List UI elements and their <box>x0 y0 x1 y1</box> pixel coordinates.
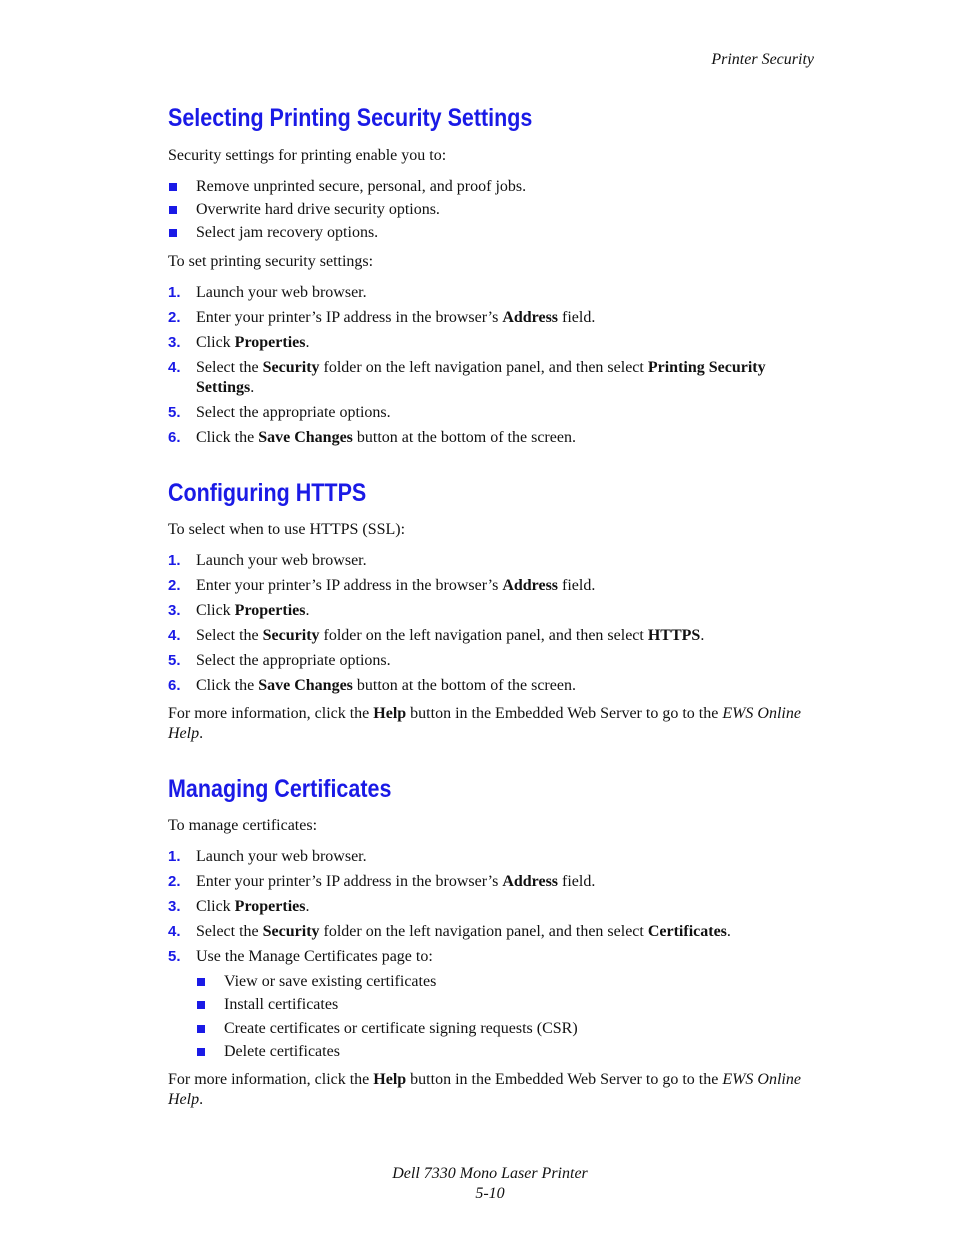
bullet-icon <box>197 1048 205 1056</box>
step-number: 4. <box>168 627 181 644</box>
step-item: 5. Select the appropriate options. <box>168 404 391 421</box>
sub-bullet-item: View or save existing certificates <box>196 972 796 992</box>
step-number: 2. <box>168 309 181 326</box>
step-item: 2. Enter your printer’s IP address in the browser’s Address field. <box>168 577 596 594</box>
step-number: 3. <box>168 334 181 351</box>
step-item: 1. Launch your web browser. <box>168 552 367 569</box>
steps-intro: To set printing security settings: <box>168 253 374 270</box>
step-item: 3. Click Properties. <box>168 898 310 915</box>
step-item: 5. Use the Manage Certificates page to: <box>168 948 433 965</box>
running-header: Printer Security <box>711 51 814 68</box>
step-number: 4. <box>168 359 181 376</box>
step-item: 6. Click the Save Changes button at the bottom of the screen. <box>168 429 576 446</box>
step-item: 3. Click Properties. <box>168 602 310 619</box>
bullet-item: Overwrite hard drive security options. <box>168 200 818 220</box>
step-number: 5. <box>168 948 181 965</box>
bullet-icon <box>169 183 177 191</box>
step-number: 6. <box>168 429 181 446</box>
sub-bullet-item: Install certificates <box>196 995 796 1015</box>
step-item: 2. Enter your printer’s IP address in the browser’s Address field. <box>168 309 596 326</box>
more-info-paragraph: For more information, click the Help button in the Embedded Web Server to go to the EWS Online Help. <box>168 1071 801 1108</box>
bullet-icon <box>169 206 177 214</box>
bullet-icon <box>197 1025 205 1033</box>
footer-page-number: 5-10 <box>475 1185 505 1202</box>
step-number: 5. <box>168 652 181 669</box>
section-title-https: Configuring HTTPS <box>168 479 367 507</box>
sub-bullet-item: Create certificates or certificate signing requests (CSR) <box>196 1019 796 1039</box>
bullet-item: Select jam recovery options. <box>168 223 818 243</box>
step-number: 4. <box>168 923 181 940</box>
section-title-printing-security: Selecting Printing Security Settings <box>168 104 533 132</box>
bullet-icon <box>197 978 205 986</box>
section-title-certificates: Managing Certificates <box>168 775 392 803</box>
step-number: 3. <box>168 898 181 915</box>
step-number: 1. <box>168 284 181 301</box>
section-intro: Security settings for printing enable you to: <box>168 147 447 164</box>
step-item: 3. Click Properties. <box>168 334 310 351</box>
step-item: 4. Select the Security folder on the left navigation panel, and then select Printing Security Settings. <box>168 359 766 396</box>
section-intro: To select when to use HTTPS (SSL): <box>168 521 406 538</box>
step-number: 2. <box>168 577 181 594</box>
section-intro: To manage certificates: <box>168 817 318 834</box>
more-info-paragraph: For more information, click the Help button in the Embedded Web Server to go to the EWS Online Help. <box>168 705 801 742</box>
step-item: 1. Launch your web browser. <box>168 284 367 301</box>
step-item: 6. Click the Save Changes button at the bottom of the screen. <box>168 677 576 694</box>
step-item: 2. Enter your printer’s IP address in the browser’s Address field. <box>168 873 596 890</box>
step-item: 4. Select the Security folder on the left navigation panel, and then select Certificates. <box>168 923 731 940</box>
sub-bullet-item: Delete certificates <box>196 1042 796 1062</box>
step-number: 6. <box>168 677 181 694</box>
step-item: 4. Select the Security folder on the left navigation panel, and then select HTTPS. <box>168 627 705 644</box>
bullet-icon <box>169 229 177 237</box>
footer-product: Dell 7330 Mono Laser Printer <box>392 1165 588 1182</box>
step-number: 5. <box>168 404 181 421</box>
step-number: 1. <box>168 552 181 569</box>
step-number: 1. <box>168 848 181 865</box>
bullet-item: Remove unprinted secure, personal, and proof jobs. <box>168 177 818 197</box>
step-number: 2. <box>168 873 181 890</box>
step-item: 5. Select the appropriate options. <box>168 652 391 669</box>
bullet-icon <box>197 1001 205 1009</box>
step-number: 3. <box>168 602 181 619</box>
step-item: 1. Launch your web browser. <box>168 848 367 865</box>
